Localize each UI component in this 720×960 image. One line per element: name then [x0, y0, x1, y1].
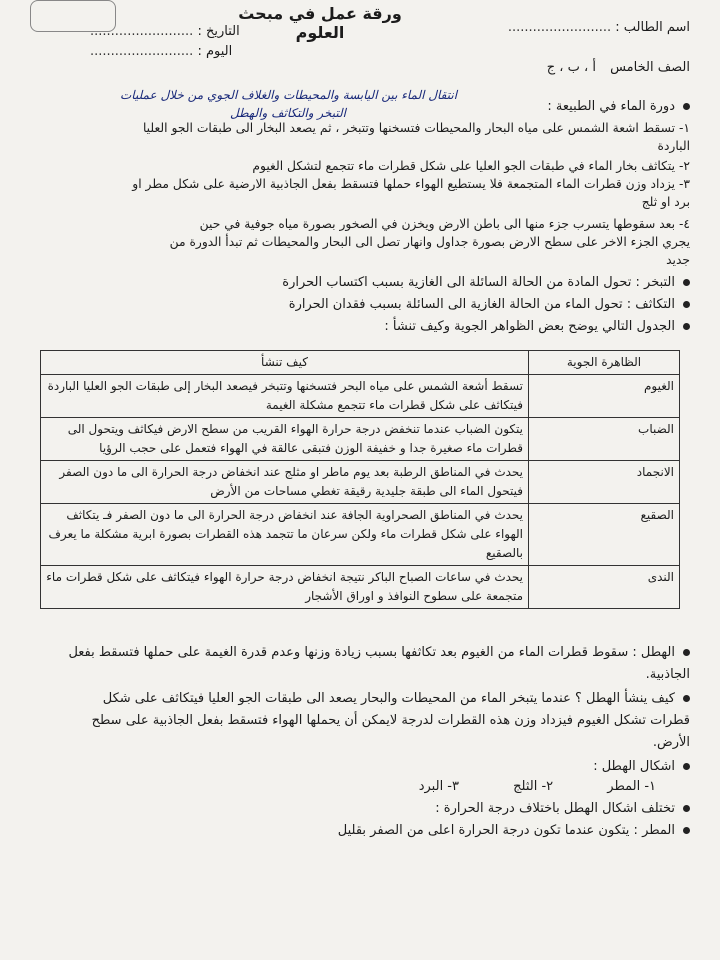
table-row	[41, 504, 680, 566]
precipitation-how: كيف ينشأ الهطل ؟ عندما يتبخر الماء من المحيطات والبحار يصعد الى طبقات الجو العليا فيتكاثف على شكل	[50, 688, 690, 709]
water-cycle-step: يجري الجزء الاخر على سطح الارض بصورة جداول وانهار تصل الى البحار والمحيطات ثم تبدأ الدورة من	[169, 235, 690, 249]
precipitation-definition-cont: الجاذبية.	[645, 667, 690, 682]
precipitation-forms-heading: اشكال الهطل :	[50, 756, 690, 777]
rain-definition: المطر : يتكون عندما تكون درجة الحرارة اعلى من الصفر بقليل	[50, 820, 690, 841]
worksheet-title: ورقة عمل في مبحث العلوم	[238, 4, 402, 42]
definition-condensation: التكاثف : تحول الماء من الحالة الغازية الى السائلة بسبب فقدان الحرارة	[50, 294, 690, 315]
phenomenon-description: يحدث في المناطق الرطبة بعد يوم ماطر او مثلج عند انخفاض درجة الحرارة الى ما دون الصفر فيتحول الماء الى طبقة جليدية رقيقة تغطي مساحات من الأرض	[41, 461, 529, 504]
table-row	[41, 418, 680, 461]
phenomenon-description: يحدث في ساعات الصباح الباكر نتيجة انخفاض درجة حرارة الهواء فيتكاثف على شكل قطرات ماء متجمعة على سطوح النوافذ و اوراق الأشجار	[41, 566, 529, 609]
date-label: التاريخ :	[197, 24, 240, 39]
grade-field	[547, 60, 690, 75]
bullet-icon	[683, 279, 690, 286]
bullet-icon	[683, 763, 690, 770]
table-header-phenomenon: الظاهرة الجوية	[529, 351, 680, 375]
table-row	[41, 375, 680, 418]
bullet-icon	[683, 805, 690, 812]
precipitation-forms-list	[256, 776, 656, 797]
phenomenon-description: يتكون الضباب عندما تنخفض درجة حرارة الهواء القريب من سطح الارض فيكاثف ويتحول الى قطرات ماء صغيرة جدا و خفيفة الوزن فتبقى عالقة في الهواء فتعمل على حجب الرؤيا	[41, 418, 529, 461]
day-label: اليوم :	[197, 44, 233, 59]
water-cycle-step: ٣- يزداد وزن قطرات الماء المتجمعة فلا يستطيع الهواء حملها فتسقط بفعل الجاذبية الارضية على شكل مطر او	[132, 177, 690, 191]
bullet-icon	[683, 323, 690, 330]
date-blank: .........................	[90, 24, 194, 39]
student-name-blank: .........................	[507, 20, 612, 35]
day-field	[90, 44, 232, 59]
handwritten-note-line2: التبخر والتكاثف والهطل	[230, 106, 346, 120]
water-cycle-step: ١- تسقط اشعة الشمس على مياه البحار والمحيطات فتسخنها وتتبخر ، ثم يصعد البخار الى طبقات الجو العليا	[142, 121, 690, 135]
bullet-icon	[683, 103, 690, 110]
phenomenon-name: الصقيع	[529, 504, 680, 566]
water-cycle-step: جديد	[666, 253, 690, 267]
bullet-icon	[683, 695, 690, 702]
date-field	[90, 24, 240, 39]
student-name-label: اسم الطالب :	[615, 20, 690, 35]
bullet-icon	[683, 649, 690, 656]
bullet-icon	[683, 301, 690, 308]
bullet-icon	[683, 827, 690, 834]
table-header-row	[41, 351, 680, 375]
water-cycle-step: برد او ثلج	[641, 195, 690, 209]
phenomenon-name: الانجماد	[529, 461, 680, 504]
weather-phenomena-table	[40, 350, 680, 609]
student-name-field	[508, 20, 690, 35]
table-intro: الجدول التالي يوضح بعض الظواهر الجوية وكيف تنشأ :	[50, 316, 690, 337]
water-cycle-heading: دورة الماء في الطبيعة :	[50, 96, 690, 117]
phenomenon-name: الندى	[529, 566, 680, 609]
water-cycle-step: ٢- يتكاثف بخار الماء في طبقات الجو العليا على شكل قطرات ماء تتجمع لتشكل الغيوم	[252, 159, 690, 173]
table-row	[41, 461, 680, 504]
grade-label: الصف الخامس	[610, 60, 690, 75]
grade-sections: أ ، ب ، ج	[546, 60, 596, 75]
day-blank: .........................	[90, 44, 194, 59]
water-cycle-step: ٤- بعد سقوطها يتسرب جزء منها الى باطن الارض ويخزن في الصخور بصورة مياه جوفية في حين	[199, 217, 690, 231]
handwritten-note-line1: انتقال الماء بين اليابسة والمحيطات والغلاف الجوي من خلال عمليات	[120, 88, 458, 102]
table-header-how: كيف تنشأ	[41, 351, 529, 375]
precipitation-how-cont: قطرات تشكل الغيوم فيزداد وزن هذه القطرات لدرجة لايمكن أن يحملها الهواء فتسقط بفعل الجاذبية على سطح	[91, 713, 690, 728]
phenomenon-description: يحدث في المناطق الصحراوية الجافة عند انخفاض درجة الحرارة الى ما دون الصفر فـ يتكاثف الهواء على شكل قطرات ماء ولكن سرعان ما تتجمد هذه القطرات بصورة ابرية مشكلة ما يعرف بالصقيع	[41, 504, 529, 566]
precipitation-how-cont: الأرض.	[652, 735, 690, 750]
form-snow: ٢- الثلج	[513, 779, 554, 794]
phenomenon-description: تسقط أشعة الشمس على مياه البحر فتسخنها وتتبخر فيصعد البخار إلى طبقات الجو العليا الباردة فيتكاثف على شكل قطرات ماء تتجمع مشكلة الغيمة	[41, 375, 529, 418]
water-cycle-step: الباردة	[657, 139, 690, 153]
precipitation-temperature-note: تختلف اشكال الهطل باختلاف درجة الحرارة :	[50, 798, 690, 819]
phenomenon-name: الضباب	[529, 418, 680, 461]
definition-evaporation: التبخر : تحول المادة من الحالة السائلة الى الغازية بسبب اكتساب الحرارة	[50, 272, 690, 293]
form-hail: ٣- البرد	[418, 779, 459, 794]
phenomenon-name: الغيوم	[529, 375, 680, 418]
precipitation-definition: الهطل : سقوط قطرات الماء من الغيوم بعد تكاثفها بسبب زيادة وزنها وعدم قدرة الغيمة على حملها فتسقط بفعل	[50, 642, 690, 663]
table-row	[41, 566, 680, 609]
form-rain: ١- المطر	[607, 779, 656, 794]
